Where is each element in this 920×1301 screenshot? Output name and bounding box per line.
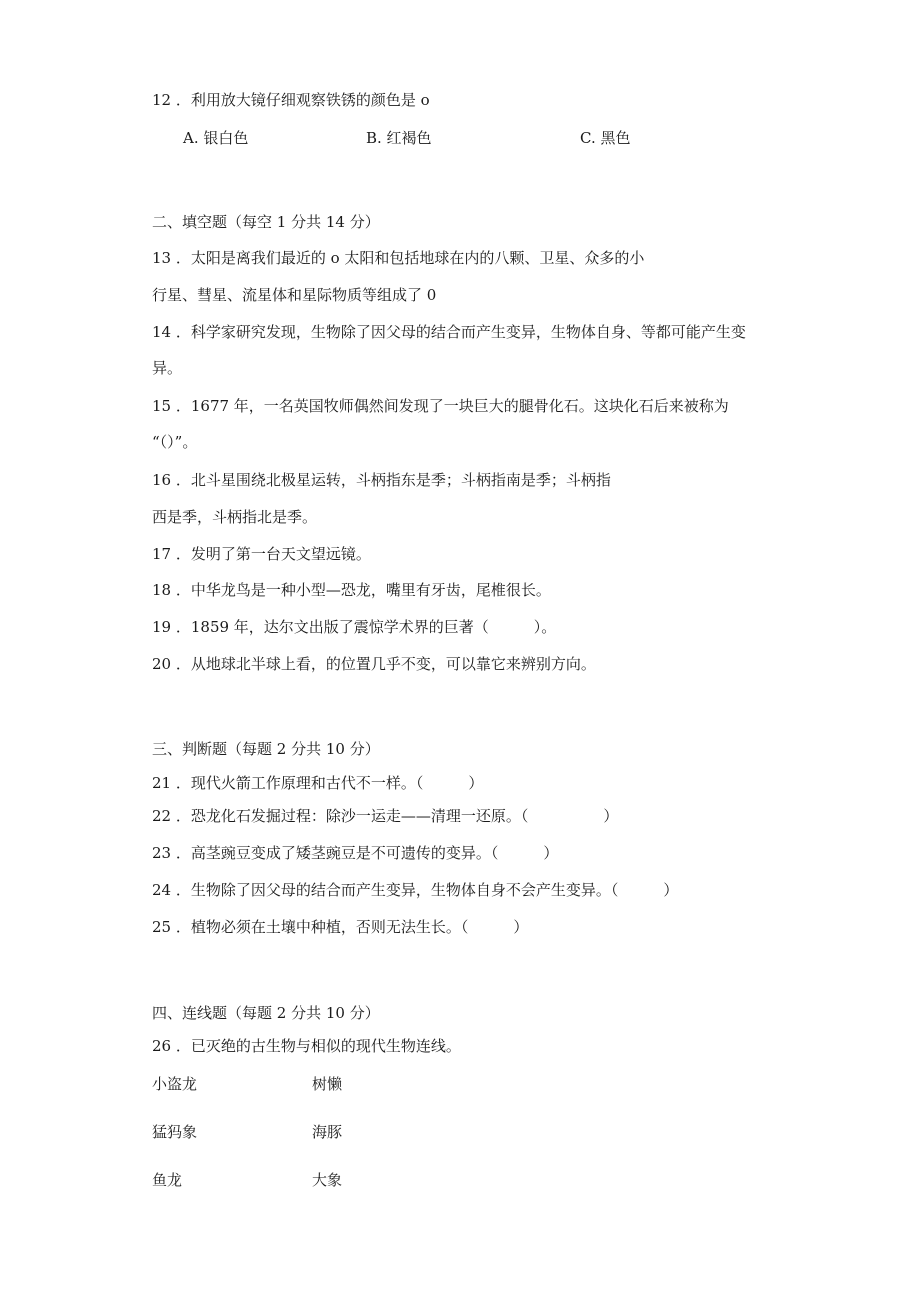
q12-option-a: A. 银白色 <box>183 129 249 147</box>
section-4-title: 四、连线题（每题 2 分共 10 分） <box>152 1004 380 1022</box>
question-21: 21 ．现代火箭工作原理和古代不一样。（ ） <box>152 774 484 792</box>
question-19: 19 ．1859 年，达尔文出版了震惊学术界的巨著（ ）。 <box>152 618 557 636</box>
match-left-2: 猛犸象 <box>152 1123 198 1141</box>
match-right-1: 树懒 <box>312 1075 343 1093</box>
section-2-title: 二、填空题（每空 1 分共 14 分） <box>152 213 380 231</box>
question-15-line-1: 15 ．1677 年，一名英国牧师偶然间发现了一块巨大的腿骨化石。这块化石后来被称为 <box>152 397 729 415</box>
question-20: 20 ．从地球北半球上看，的位置几乎不变，可以靠它来辨别方向。 <box>152 655 596 673</box>
question-15-line-2: “（）”。 <box>152 433 198 451</box>
question-26: 26 ．已灭绝的古生物与相似的现代生物连线。 <box>152 1037 461 1055</box>
question-16-line-1: 16 ．北斗星围绕北极星运转，斗柄指东是季；斗柄指南是季；斗柄指 <box>152 471 611 489</box>
q12-option-b: B. 红褐色 <box>366 129 432 147</box>
question-12: 12 ．利用放大镜仔细观察铁锈的颜色是 o <box>152 91 430 109</box>
question-25: 25 ．植物必须在土壤中种植，否则无法生长。（ ） <box>152 918 529 936</box>
question-13-line-1: 13 ．太阳是离我们最近的 o 太阳和包括地球在内的八颗、卫星、众多的小 <box>152 249 645 267</box>
question-22: 22 ．恐龙化石发掘过程：除沙一运走——清理一还原。（ ） <box>152 807 619 825</box>
question-14-line-1: 14 ．科学家研究发现，生物除了因父母的结合而产生变异，生物体自身、等都可能产生变 <box>152 323 746 341</box>
question-24: 24 ．生物除了因父母的结合而产生变异，生物体自身不会产生变异。（ ） <box>152 881 679 899</box>
question-13-line-2: 行星、彗星、流星体和星际物质等组成了 0 <box>152 286 437 304</box>
question-14-line-2: 异。 <box>152 359 183 377</box>
section-3-title: 三、判断题（每题 2 分共 10 分） <box>152 740 380 758</box>
q12-option-c: C. 黑色 <box>580 129 631 147</box>
match-left-3: 鱼龙 <box>152 1171 183 1189</box>
question-17: 17 ．发明了第一台天文望远镜。 <box>152 545 371 563</box>
question-16-line-2: 西是季，斗柄指北是季。 <box>152 508 318 526</box>
question-18: 18 ．中华龙鸟是一种小型—恐龙，嘴里有牙齿，尾椎很长。 <box>152 581 551 599</box>
match-left-1: 小盗龙 <box>152 1075 198 1093</box>
question-23: 23 ．高茎豌豆变成了矮茎豌豆是不可遗传的变异。（ ） <box>152 844 559 862</box>
match-right-2: 海豚 <box>312 1123 343 1141</box>
match-right-3: 大象 <box>312 1171 343 1189</box>
